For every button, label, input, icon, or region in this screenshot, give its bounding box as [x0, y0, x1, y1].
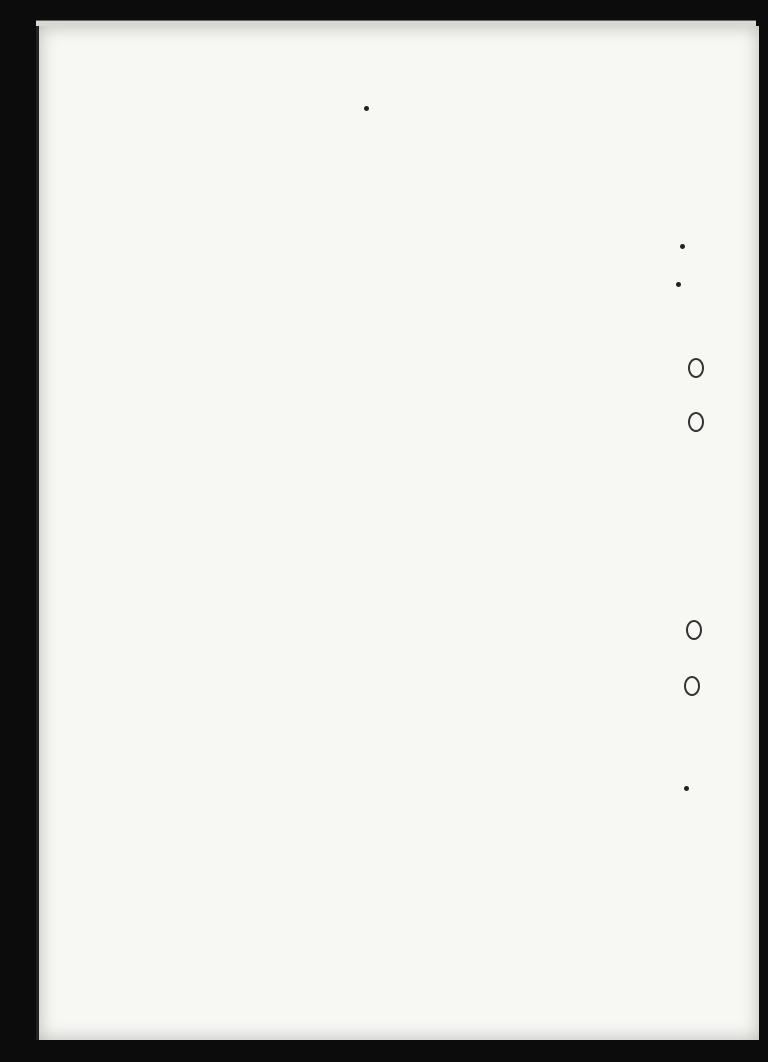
margin-ring-mark — [684, 676, 700, 696]
margin-dot-mark — [676, 282, 681, 287]
margin-dot-mark — [680, 244, 685, 249]
margin-ring-mark — [688, 412, 704, 432]
margin-dot-mark — [684, 786, 689, 791]
margin-ring-mark — [688, 358, 704, 378]
margin-dot-mark — [364, 106, 369, 111]
margin-ring-mark — [686, 620, 702, 640]
document-page — [36, 26, 759, 1040]
